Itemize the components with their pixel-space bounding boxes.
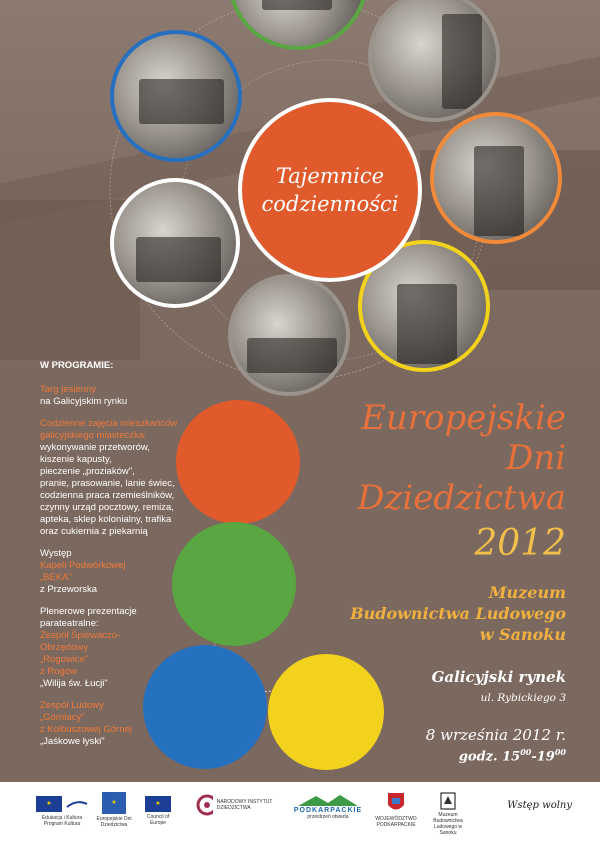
museum-line-3: w Sanoku xyxy=(479,625,566,644)
logo-podkarpackie-slogan: przestrzeń otwarta xyxy=(307,814,349,820)
event-title-line-2: Dni xyxy=(505,438,566,478)
program-item-text: pranie, prasowanie, lanie świec, xyxy=(40,478,175,489)
program-item-text: z Przeworska xyxy=(40,584,98,595)
free-entry-note: Wstęp wolny xyxy=(507,800,572,811)
program-item-title: Codzienne zajęcia mieszkańców xyxy=(40,418,178,429)
program-item-title: galicyjskiego miasteczka: xyxy=(40,430,147,441)
event-year: 2012 xyxy=(474,523,566,564)
program-item-text: pieczenie „proziaków", xyxy=(40,466,135,477)
logo-nid xyxy=(196,794,286,816)
logo-museum-text: Muzeum Budownictwa Ludowego w Sanoku xyxy=(433,812,463,836)
hours-mid: -19 xyxy=(531,749,555,765)
title-circle xyxy=(238,98,422,282)
program-item-title: z Rogów xyxy=(40,666,77,677)
program-list xyxy=(40,360,215,748)
program-item-title: Targ jesienny xyxy=(40,384,96,395)
logo-podkarpackie xyxy=(292,794,364,820)
program-item-text: Występ xyxy=(40,548,72,559)
hours-prefix: godz. 15 xyxy=(458,749,521,765)
swoosh-icon xyxy=(66,799,88,809)
logo-council-text: Council of Europe xyxy=(146,814,170,826)
logo-council-of-europe xyxy=(140,796,176,826)
museum-line-1: Muzeum xyxy=(488,583,566,602)
logo-edd-text: Europejskie Dni Dziedzictwa xyxy=(96,816,132,828)
program-item-text: czynny urząd pocztowy, remiza, xyxy=(40,502,174,513)
logo-voivodeship-text: WOJEWÓDZTWO PODKARPACKIE xyxy=(375,816,417,828)
title-line-1: Tajemnice xyxy=(275,164,385,188)
program-item-title: „Górniacy" xyxy=(40,712,85,723)
museum-name xyxy=(350,582,566,645)
program-item-text: codzienna praca rzemieślników, xyxy=(40,490,175,501)
program-item-text: na Galicyjskim rynku xyxy=(40,396,128,407)
program-item-title: Zespół Śpiewaczo- xyxy=(40,630,121,641)
logo-edd xyxy=(96,792,132,828)
program-item-title: z Kolbuszowej Górnej xyxy=(40,724,132,735)
hours-sup-start: 00 xyxy=(520,747,532,757)
council-flag-icon: ★ xyxy=(145,796,171,812)
eu-flag-icon: ★ xyxy=(36,796,62,812)
photo-circle-post xyxy=(110,178,240,308)
venue-name: Galicyjski rynek xyxy=(431,668,566,686)
program-item-text: Plenerowe prezentacje xyxy=(40,606,137,617)
program-item-title: Zespół Ludowy xyxy=(40,700,104,711)
logo-nid-text: NARODOWY INSTYTUT DZIEDZICTWA xyxy=(216,799,273,811)
program-item-title: „BEKA" xyxy=(40,572,72,583)
museum-emblem-icon xyxy=(440,792,456,810)
hours-sup-end: 00 xyxy=(554,747,566,757)
logo-culture-text: Edukacja i Kultura Program Kultura xyxy=(41,815,83,827)
program-heading: W PROGRAMIE: xyxy=(40,360,114,371)
event-title-line-3: Dziedzictwa xyxy=(357,478,566,518)
program-item-title: „Rogowice" xyxy=(40,654,89,665)
title-line-2: codzienności xyxy=(261,192,399,216)
sponsor-footer xyxy=(0,782,600,846)
logo-culture-programme xyxy=(32,796,92,827)
program-item-text: parateatralne: xyxy=(40,618,99,629)
program-item-text: oraz cukiernia z piekarnią xyxy=(40,526,148,537)
event-date: 8 września 2012 r. xyxy=(425,726,566,744)
photo-circle-market xyxy=(228,274,350,396)
yellow-dot xyxy=(268,654,384,770)
mountains-icon xyxy=(298,794,358,806)
logo-voivodeship xyxy=(372,792,420,828)
program-item-title: Kapeli Podwórkowej xyxy=(40,560,126,571)
museum-line-2: Budownictwa Ludowego xyxy=(350,604,566,623)
event-title-line-1: Europejskie xyxy=(361,398,566,438)
program-item-text: „Jaśkowe łyski" xyxy=(40,736,105,747)
event-title xyxy=(357,398,566,518)
coat-of-arms-icon xyxy=(387,792,405,814)
program-item-title: Obrzędowy xyxy=(40,642,89,653)
program-item-text: „Wilija św. Łucji" xyxy=(40,678,108,689)
venue-address: ul. Rybickiego 3 xyxy=(480,692,566,704)
program-item-text: kiszenie kapusty, xyxy=(40,454,112,465)
photo-circle-office xyxy=(110,30,242,162)
photo-circle-women xyxy=(430,112,562,244)
nid-knot-icon xyxy=(196,794,213,816)
eu-stars-icon: ★ xyxy=(102,792,126,814)
event-hours xyxy=(459,747,566,764)
logo-museum xyxy=(428,792,468,836)
photo-circle-shop xyxy=(368,0,500,122)
logo-podkarpackie-name: PODKARPACKIE xyxy=(293,807,363,814)
program-item-text: apteka, sklep kolonialny, trafika xyxy=(40,514,172,525)
program-item-text: wykonywanie przetworów, xyxy=(40,442,150,453)
